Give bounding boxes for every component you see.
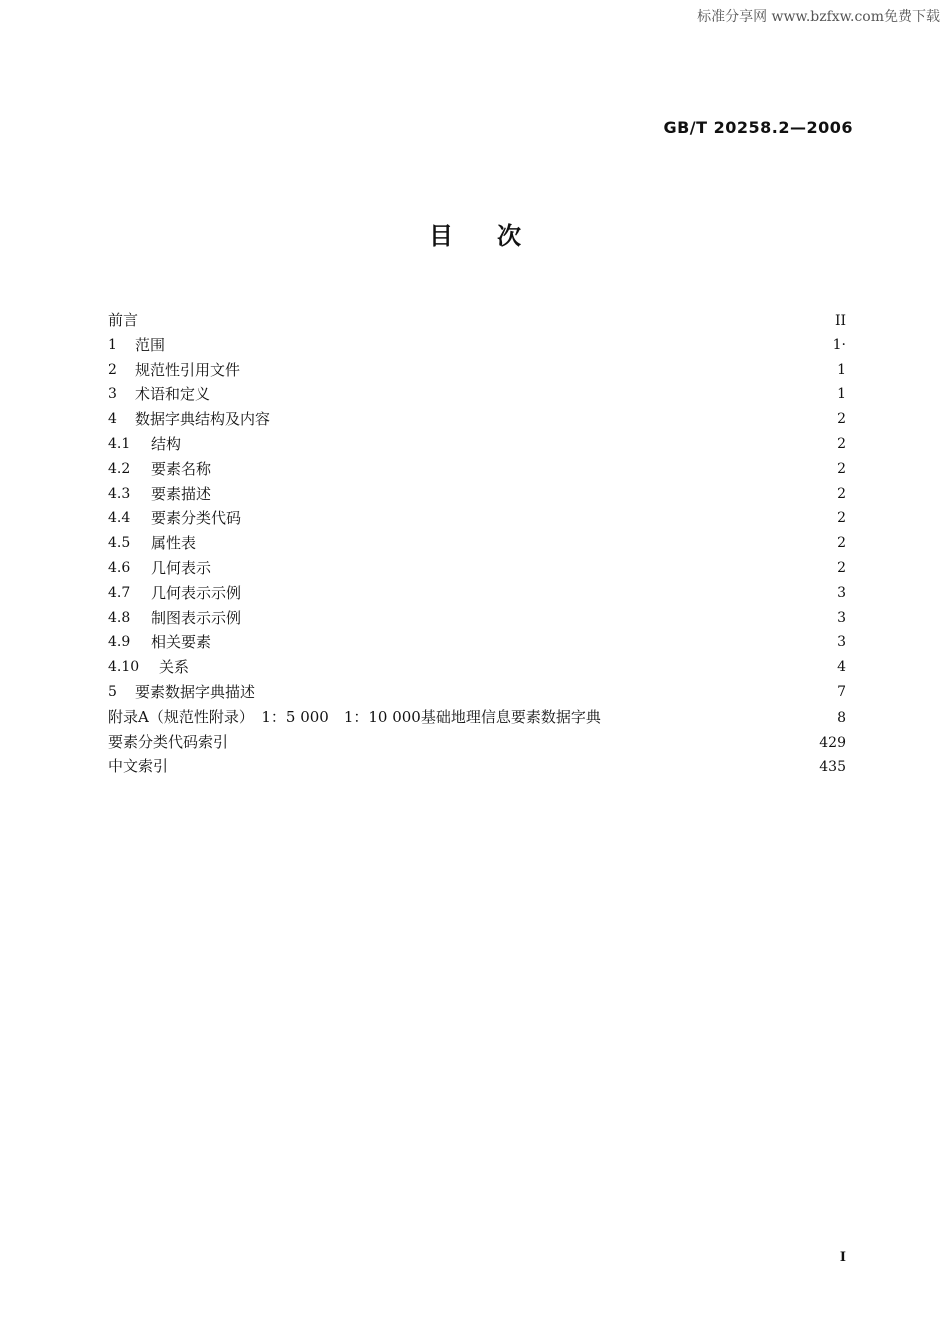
toc-entry-4-9[interactable]	[108, 630, 846, 655]
toc-entry-page: 2	[837, 559, 846, 576]
toc-entry-title: 制图表示示例	[151, 608, 242, 627]
toc-entry-title: 要素描述	[151, 484, 212, 503]
toc-entry-number: 2	[108, 361, 117, 378]
toc-entry-4-5[interactable]	[108, 531, 846, 556]
toc-entry-page: 1	[837, 386, 846, 403]
toc-entry-title: 前言	[108, 311, 139, 329]
toc-entry-chinese-index[interactable]	[108, 754, 846, 779]
toc-entry-4-6[interactable]	[108, 556, 846, 581]
toc-entry-number: 4	[108, 411, 117, 428]
toc-entry-number: 4.6	[108, 559, 131, 576]
toc-entry-5[interactable]	[108, 680, 846, 705]
toc-entry-foreword[interactable]	[108, 308, 846, 333]
toc-entry-4-10[interactable]	[108, 655, 846, 680]
toc-entry-3[interactable]	[108, 382, 846, 407]
toc-entry-number: 4.3	[108, 485, 131, 502]
toc-entry-title: 属性表	[151, 534, 197, 553]
toc-entry-4-2[interactable]	[108, 457, 846, 482]
toc-entry-title: 几何表示示例	[151, 583, 242, 602]
toc-entry-page: 3	[837, 584, 846, 601]
toc-entry-number: 4.8	[108, 609, 131, 626]
toc-entry-title: 结构	[151, 434, 182, 453]
toc-entry-title: 术语和定义	[135, 385, 211, 404]
toc-entry-page: 7	[837, 683, 846, 700]
toc-entry-4-4[interactable]	[108, 506, 846, 531]
toc-entry-page: 1·	[832, 336, 846, 353]
toc-entry-4-1[interactable]	[108, 432, 846, 457]
toc-entry-code-index[interactable]	[108, 730, 846, 755]
toc-entry-number: 3	[108, 386, 117, 403]
toc-entry-title: 要素数据字典描述	[135, 682, 256, 701]
toc-entry-page: 435	[819, 759, 846, 776]
toc-entry-number: 4.4	[108, 510, 131, 527]
toc-entry-number: 4.10	[108, 659, 140, 676]
toc-entry-page: 8	[837, 709, 846, 726]
toc-entry-number: 4.5	[108, 535, 131, 552]
toc-entry-number: 4.1	[108, 435, 131, 452]
toc-entry-page: 3	[837, 634, 846, 651]
toc-entry-page: 429	[819, 734, 846, 751]
toc-entry-title: 关系	[159, 658, 190, 677]
toc-entry-title: 要素分类代码	[151, 509, 242, 528]
toc-entry-page: 2	[837, 411, 846, 428]
toc-entry-4[interactable]	[108, 407, 846, 432]
toc-entry-page: 3	[837, 609, 846, 626]
toc-entry-title: 附录A（规范性附录） 1：5 000 1：10 000基础地理信息要素数据字典	[108, 707, 601, 726]
standard-number: GB/T 20258.2—2006	[663, 118, 853, 137]
toc-entry-title: 要素分类代码索引	[108, 732, 229, 751]
toc-entry-title: 要素名称	[151, 459, 212, 478]
toc-entry-4-3[interactable]	[108, 482, 846, 507]
toc-entry-title: 中文索引	[108, 757, 169, 776]
toc-entry-title: 规范性引用文件	[135, 360, 241, 379]
toc-entry-page: II	[834, 313, 846, 329]
toc-entry-page: 2	[837, 435, 846, 452]
toc-entry-4-8[interactable]	[108, 606, 846, 631]
watermark-text: 标准分享网 www.bzfxw.com免费下载	[697, 9, 940, 25]
toc-entry-2[interactable]	[108, 358, 846, 383]
table-of-contents	[108, 308, 846, 779]
toc-entry-page: 2	[837, 535, 846, 552]
toc-entry-page: 1	[837, 361, 846, 378]
toc-entry-4-7[interactable]	[108, 581, 846, 606]
toc-entry-number: 5	[108, 683, 117, 700]
toc-entry-title: 范围	[135, 335, 166, 354]
toc-entry-page: 2	[837, 485, 846, 502]
toc-entry-1[interactable]	[108, 333, 846, 358]
toc-entry-appendix-a[interactable]	[108, 705, 846, 730]
toc-entry-number: 1	[108, 336, 117, 353]
toc-entry-number: 4.9	[108, 634, 131, 651]
toc-entry-page: 2	[837, 510, 846, 527]
page-number: I	[839, 1250, 846, 1265]
toc-entry-page: 4	[837, 659, 846, 676]
toc-entry-title: 相关要素	[151, 633, 212, 652]
toc-entry-title: 数据字典结构及内容	[135, 410, 271, 429]
toc-entry-number: 4.2	[108, 460, 131, 477]
toc-entry-number: 4.7	[108, 584, 131, 601]
toc-entry-page: 2	[837, 460, 846, 477]
toc-title: 目次	[429, 222, 565, 250]
toc-entry-title: 几何表示	[151, 558, 212, 577]
